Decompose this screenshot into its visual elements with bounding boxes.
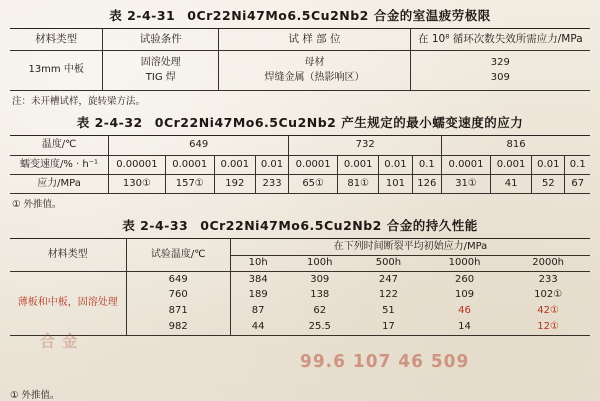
th-material: 材料类型 xyxy=(10,29,103,51)
stress-cell: 126 xyxy=(412,175,441,194)
rate-cell: 0.01 xyxy=(532,156,565,175)
temp-732: 732 xyxy=(289,136,442,156)
cell-value: 189 xyxy=(230,288,285,304)
cell-material: 薄板和中板，固溶处理 xyxy=(17,297,118,309)
th-time-2000h: 2000h xyxy=(532,257,565,269)
table-32-number: 表 2-4-32 xyxy=(76,115,143,131)
table-32-note: ① 外推值。 xyxy=(12,199,62,211)
cell-material: 13mm 中板 xyxy=(28,64,84,76)
table-31-note: 注：未开槽试样，旋转梁方法。 xyxy=(12,96,146,108)
cell-temp: 871 xyxy=(126,304,230,320)
cell-value: 109 xyxy=(454,289,475,301)
table-31-caption: 0Cr22Ni47Mo6.5Cu2Nb2 合金的室温疲劳极限 xyxy=(187,8,491,23)
cell-value: 51 xyxy=(382,305,395,317)
cell-stress-2: 309 xyxy=(410,71,590,91)
table-33-number: 表 2-4-33 xyxy=(122,218,189,234)
rate-cell: 0.0001 xyxy=(289,156,338,175)
table-row xyxy=(10,272,590,288)
stress-cell: 52 xyxy=(532,175,565,194)
rate-cell: 0.01 xyxy=(379,156,412,175)
th-time-500h: 500h xyxy=(375,257,402,269)
table-31 xyxy=(10,28,590,91)
table-33-note: ① 外推值。 xyxy=(10,390,60,401)
rate-cell: 0.001 xyxy=(491,156,532,175)
th-stress: 在 10⁸ 循环次数失效所需应力/MPa xyxy=(410,29,590,51)
table-33-caption: 0Cr22Ni47Mo6.5Cu2Nb2 合金的持久性能 xyxy=(200,218,478,234)
stress-cell: 41 xyxy=(491,175,532,194)
cell-temp: 982 xyxy=(126,320,230,336)
cell-value: 17 xyxy=(382,321,395,333)
cell-value: 260 xyxy=(454,273,475,285)
rl-temperature: 温度/℃ xyxy=(41,139,77,151)
bleed-text-line1: 99.6 107 46 509 xyxy=(300,351,470,373)
th-time-100h: 100h xyxy=(307,257,333,269)
table-row xyxy=(10,51,590,71)
table-33-title xyxy=(10,216,590,234)
rl-stress: 应力/MPa xyxy=(37,177,81,189)
stress-cell: 233 xyxy=(255,175,288,194)
table-33 xyxy=(10,238,590,336)
rate-cell: 0.1 xyxy=(412,156,441,175)
table-31-number: 表 2-4-31 xyxy=(109,8,176,23)
th-condition: 试验条件 xyxy=(103,29,219,51)
cell-part-2: 焊缝金属（热影响区） xyxy=(219,71,410,91)
table-32-rate-row xyxy=(10,156,590,175)
table-32-temp-row xyxy=(10,136,590,156)
cell-value: 62 xyxy=(313,305,327,317)
cell-condition-1: 固溶处理 xyxy=(103,51,219,71)
cell-temp: 760 xyxy=(126,288,230,304)
cell-value: 44 xyxy=(230,320,285,336)
table-32-title xyxy=(10,113,590,131)
rate-cell: 0.01 xyxy=(255,156,288,175)
cell-part-1: 母材 xyxy=(219,51,410,71)
rate-cell: 0.0001 xyxy=(442,156,491,175)
cell-value: 12① xyxy=(537,321,559,333)
rate-cell: 0.001 xyxy=(338,156,379,175)
cell-temp: 649 xyxy=(126,272,230,288)
stress-cell: 65① xyxy=(289,175,338,194)
cell-value: 138 xyxy=(310,289,330,301)
cell-value: 42① xyxy=(537,305,559,317)
cell-value: 14 xyxy=(458,321,471,333)
cell-value: 247 xyxy=(378,273,398,285)
table-33-header-row-1 xyxy=(10,239,590,256)
cell-value: 309 xyxy=(310,273,330,285)
th-test-temp: 试验温度/℃ xyxy=(126,239,230,272)
rl-creep-rate: 蠕变速度/% · h⁻¹ xyxy=(20,158,99,170)
cell-value: 233 xyxy=(538,273,558,285)
table-32-caption: 0Cr22Ni47Mo6.5Cu2Nb2 产生规定的最小蠕变速度的应力 xyxy=(154,115,524,131)
rate-cell: 0.001 xyxy=(214,156,255,175)
th-time-1000h: 1000h xyxy=(448,257,481,269)
stress-cell: 67 xyxy=(565,175,590,194)
temp-649: 649 xyxy=(109,136,289,156)
rate-cell: 0.00001 xyxy=(109,156,166,175)
th-rupture-stress: 在下列时间断裂平均初始应力/MPa xyxy=(230,239,590,256)
cell-value: 102① xyxy=(534,289,563,301)
cell-value: 46 xyxy=(458,305,471,317)
bleed-text-line2: 合 金 xyxy=(40,331,79,351)
th-material: 材料类型 xyxy=(47,248,88,260)
cell-condition-2: TIG 焊 xyxy=(103,71,219,91)
stress-cell: 192 xyxy=(214,175,255,194)
cell-value: 122 xyxy=(378,289,398,301)
stress-cell: 31① xyxy=(442,175,491,194)
cell-stress-1: 329 xyxy=(410,51,590,71)
th-time-10h: 10h xyxy=(230,256,285,272)
rate-cell: 0.0001 xyxy=(165,156,214,175)
th-part: 试 样 部 位 xyxy=(219,29,410,51)
cell-value: 25.5 xyxy=(308,321,331,333)
table-31-header-row xyxy=(10,29,590,51)
stress-cell: 101 xyxy=(379,175,412,194)
rate-cell: 0.1 xyxy=(565,156,590,175)
stress-cell: 130① xyxy=(109,175,166,194)
stress-cell: 81① xyxy=(338,175,379,194)
cell-value: 87 xyxy=(230,304,285,320)
table-32-stress-row xyxy=(10,175,590,194)
table-31-title xyxy=(10,6,590,24)
temp-816: 816 xyxy=(442,136,590,156)
stress-cell: 157① xyxy=(165,175,214,194)
cell-value: 384 xyxy=(230,272,285,288)
table-32 xyxy=(10,135,590,194)
